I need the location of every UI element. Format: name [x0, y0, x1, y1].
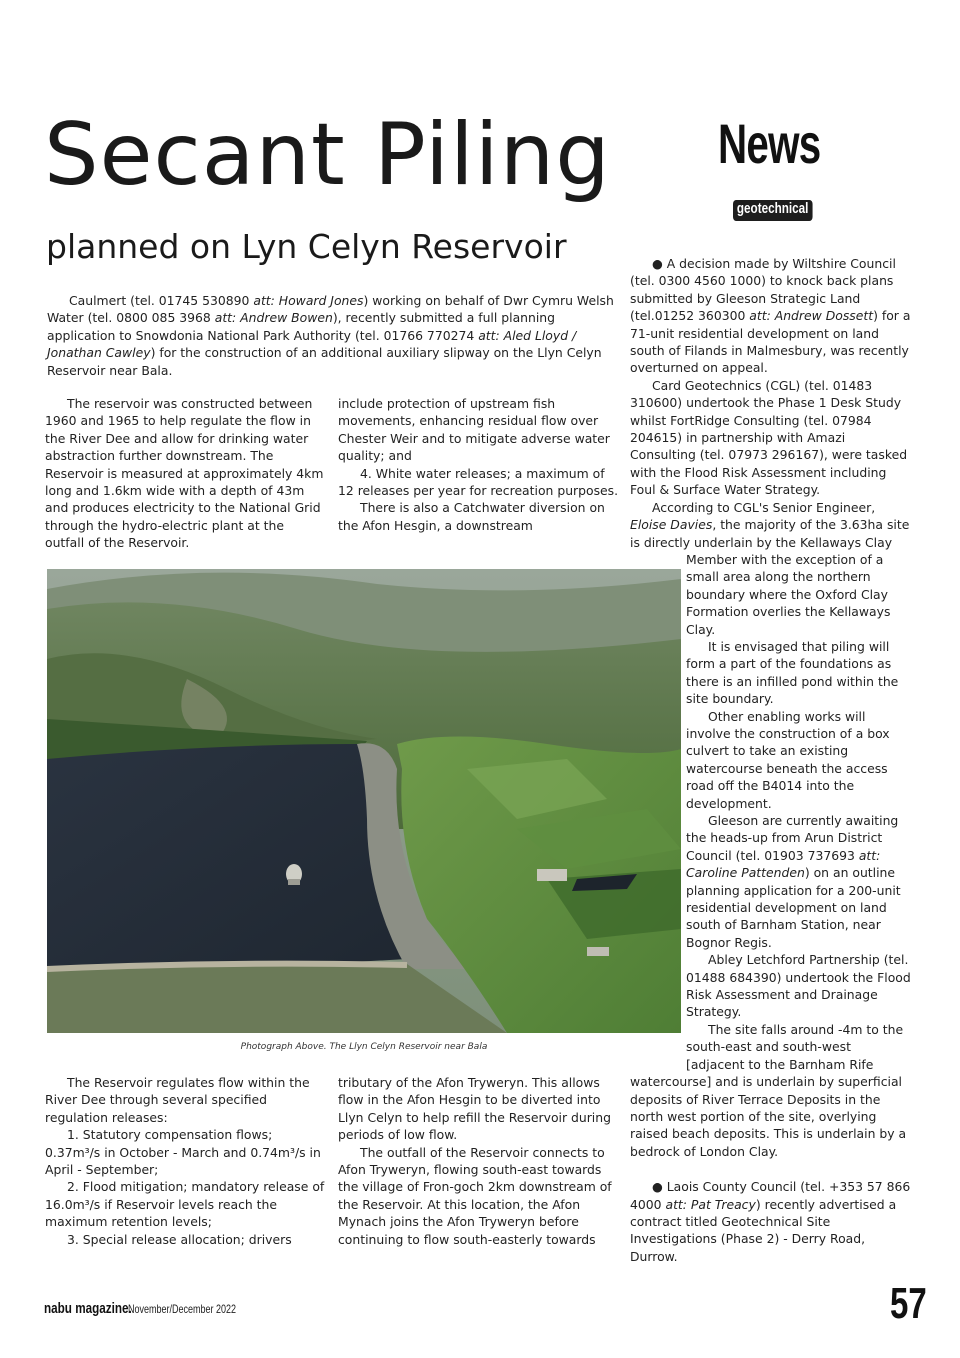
news-item-wiltshire: ● A decision made by Wiltshire Council (tel. 0300 4560 1000) to knock back plans submitted by Gleeson Strategic Land (tel.01252 360300 att: Andrew Dossett) for a 71-unit residential development on land south of Filands in Malmesbury, was recently overturned on appeal.	[630, 256, 911, 376]
photo-caption: Photograph Above. The Llyn Celyn Reservoir near Bala	[240, 1042, 488, 1052]
paragraph: The reservoir was constructed between 1960 and 1965 to help regulate the flow in the River Dee and allow for drinking water abstraction further downstream. The Reservoir is measured at approximately 4km long and 1.6km wide with a depth of 43m and produces electricity to the National Grid through the hydro-electric plant at the outfall of the Reservoir.	[45, 396, 324, 551]
paragraph: Other enabling works will involve the construction of a box culvert to take an existing watercourse beneath the access road off the B4014 into the development.	[686, 708, 890, 811]
left-column-bottom	[45, 1074, 327, 1248]
left-column-top	[45, 395, 327, 552]
intro-paragraph: Caulmert (tel. 01745 530890 att: Howard Jones) working on behalf of Dwr Cymru Welsh Water (tel. 0800 085 3968 att: Andrew Bowen), recently submitted a full planning application to Snowdonia National Park Authority (tel. 01766 770274 att: Aled Lloyd / Jonathan Cawley) for the construction of an additional auxiliary slipway on the Llyn Celyn Reservoir near Bala.	[47, 293, 614, 378]
page-number: 57	[890, 1279, 927, 1328]
middle-column-top	[338, 395, 622, 534]
paragraph: The site falls around -4m to the south-east and south-west [adjacent to the Barnham Rife	[686, 1021, 904, 1072]
right-column-news	[630, 255, 912, 1265]
paragraph: There is also a Catchwater diversion on the Afon Hesgin, a downstream	[338, 500, 605, 533]
news-item-laois: ● Laois County Council (tel. +353 57 866 4000 att: Pat Treacy) recently advertised a contract titled Geotechnical Site Investigations (Phase 2) - Derry Road, Durrow.	[630, 1179, 911, 1264]
article-title: Secant Piling	[44, 105, 611, 205]
paragraph: The outfall of the Reservoir connects to Afon Tryweryn, flowing south-east towards the village of Fron-goch 2km downstream of the Reservoir. At this location, the Afon Mynach joins the Afon Tryweryn before continuing to flow south-easterly towards	[338, 1144, 612, 1247]
reservoir-photo	[47, 569, 681, 1033]
section-label: News	[718, 112, 821, 175]
paragraph: 3. Special release allocation; drivers	[67, 1231, 292, 1247]
magazine-name: nabu magazine.	[44, 1300, 132, 1317]
paragraph: include protection of upstream fish movements, enhancing residual flow over Chester Weir and to mitigate adverse water quality; and	[338, 396, 610, 464]
paragraph: 1. Statutory compensation flows; 0.37m³/s in October - March and 0.74m³/s in April - September;	[45, 1127, 321, 1178]
paragraph: watercourse] and is underlain by superficial deposits of River Terrace Deposits in the north west portion of the site, overlying raised beach deposits. This is underlain by a bedrock of London Clay.	[630, 1074, 907, 1159]
paragraph: Member with the exception of a small area along the northern boundary where the Oxford Clay Formation overlies the Kellaways Clay.	[686, 551, 891, 637]
paragraph: It is envisaged that piling will form a part of the foundations as there is an infilled pond within the site boundary.	[686, 638, 899, 707]
article-subtitle: planned on Lyn Celyn Reservoir	[46, 227, 567, 266]
paragraph: Card Geotechnics (CGL) (tel. 01483 310600) undertook the Phase 1 Desk Study whilst FortRidge Consulting (tel. 07984 204615) in partnership with Amazi Consulting (tel. 07973 296167), were tasked with the Flood Risk Assessment including Foul & Surface Water Strategy.	[630, 377, 908, 498]
paragraph: 4. White water releases; a maximum of 12 releases per year for recreation purposes.	[338, 465, 619, 499]
paragraph: According to CGL's Senior Engineer, Eloise Davies, the majority of the 3.63ha site is directly underlain by the Kellaways Clay	[630, 499, 910, 550]
paragraph: 2. Flood mitigation; mandatory release of 16.0m³/s if Reservoir levels reach the maximum retention levels;	[45, 1179, 325, 1230]
middle-column-bottom	[338, 1074, 622, 1248]
paragraph: tributary of the Afon Tryweryn. This allows flow in the Afon Hesgin to be diverted into Llyn Celyn to help refill the Reservoir during periods of low flow.	[338, 1075, 611, 1143]
paragraph: Gleeson are currently awaiting the heads-up from Arun District Council (tel. 01903 737693 att: Caroline Pattenden) on an outline planning application for a 200-unit residential development on land south of Barnham Station, near Bognor Regis.	[686, 813, 901, 950]
paragraph: The Reservoir regulates flow within the River Dee through several specified regulation releases:	[45, 1075, 310, 1125]
paragraph: Abley Letchford Partnership (tel. 01488 684390) undertook the Flood Risk Assessment and Drainage Strategy.	[686, 952, 911, 1020]
issue-date: November/December 2022	[128, 1302, 237, 1316]
category-badge: geotechnical	[733, 200, 812, 221]
